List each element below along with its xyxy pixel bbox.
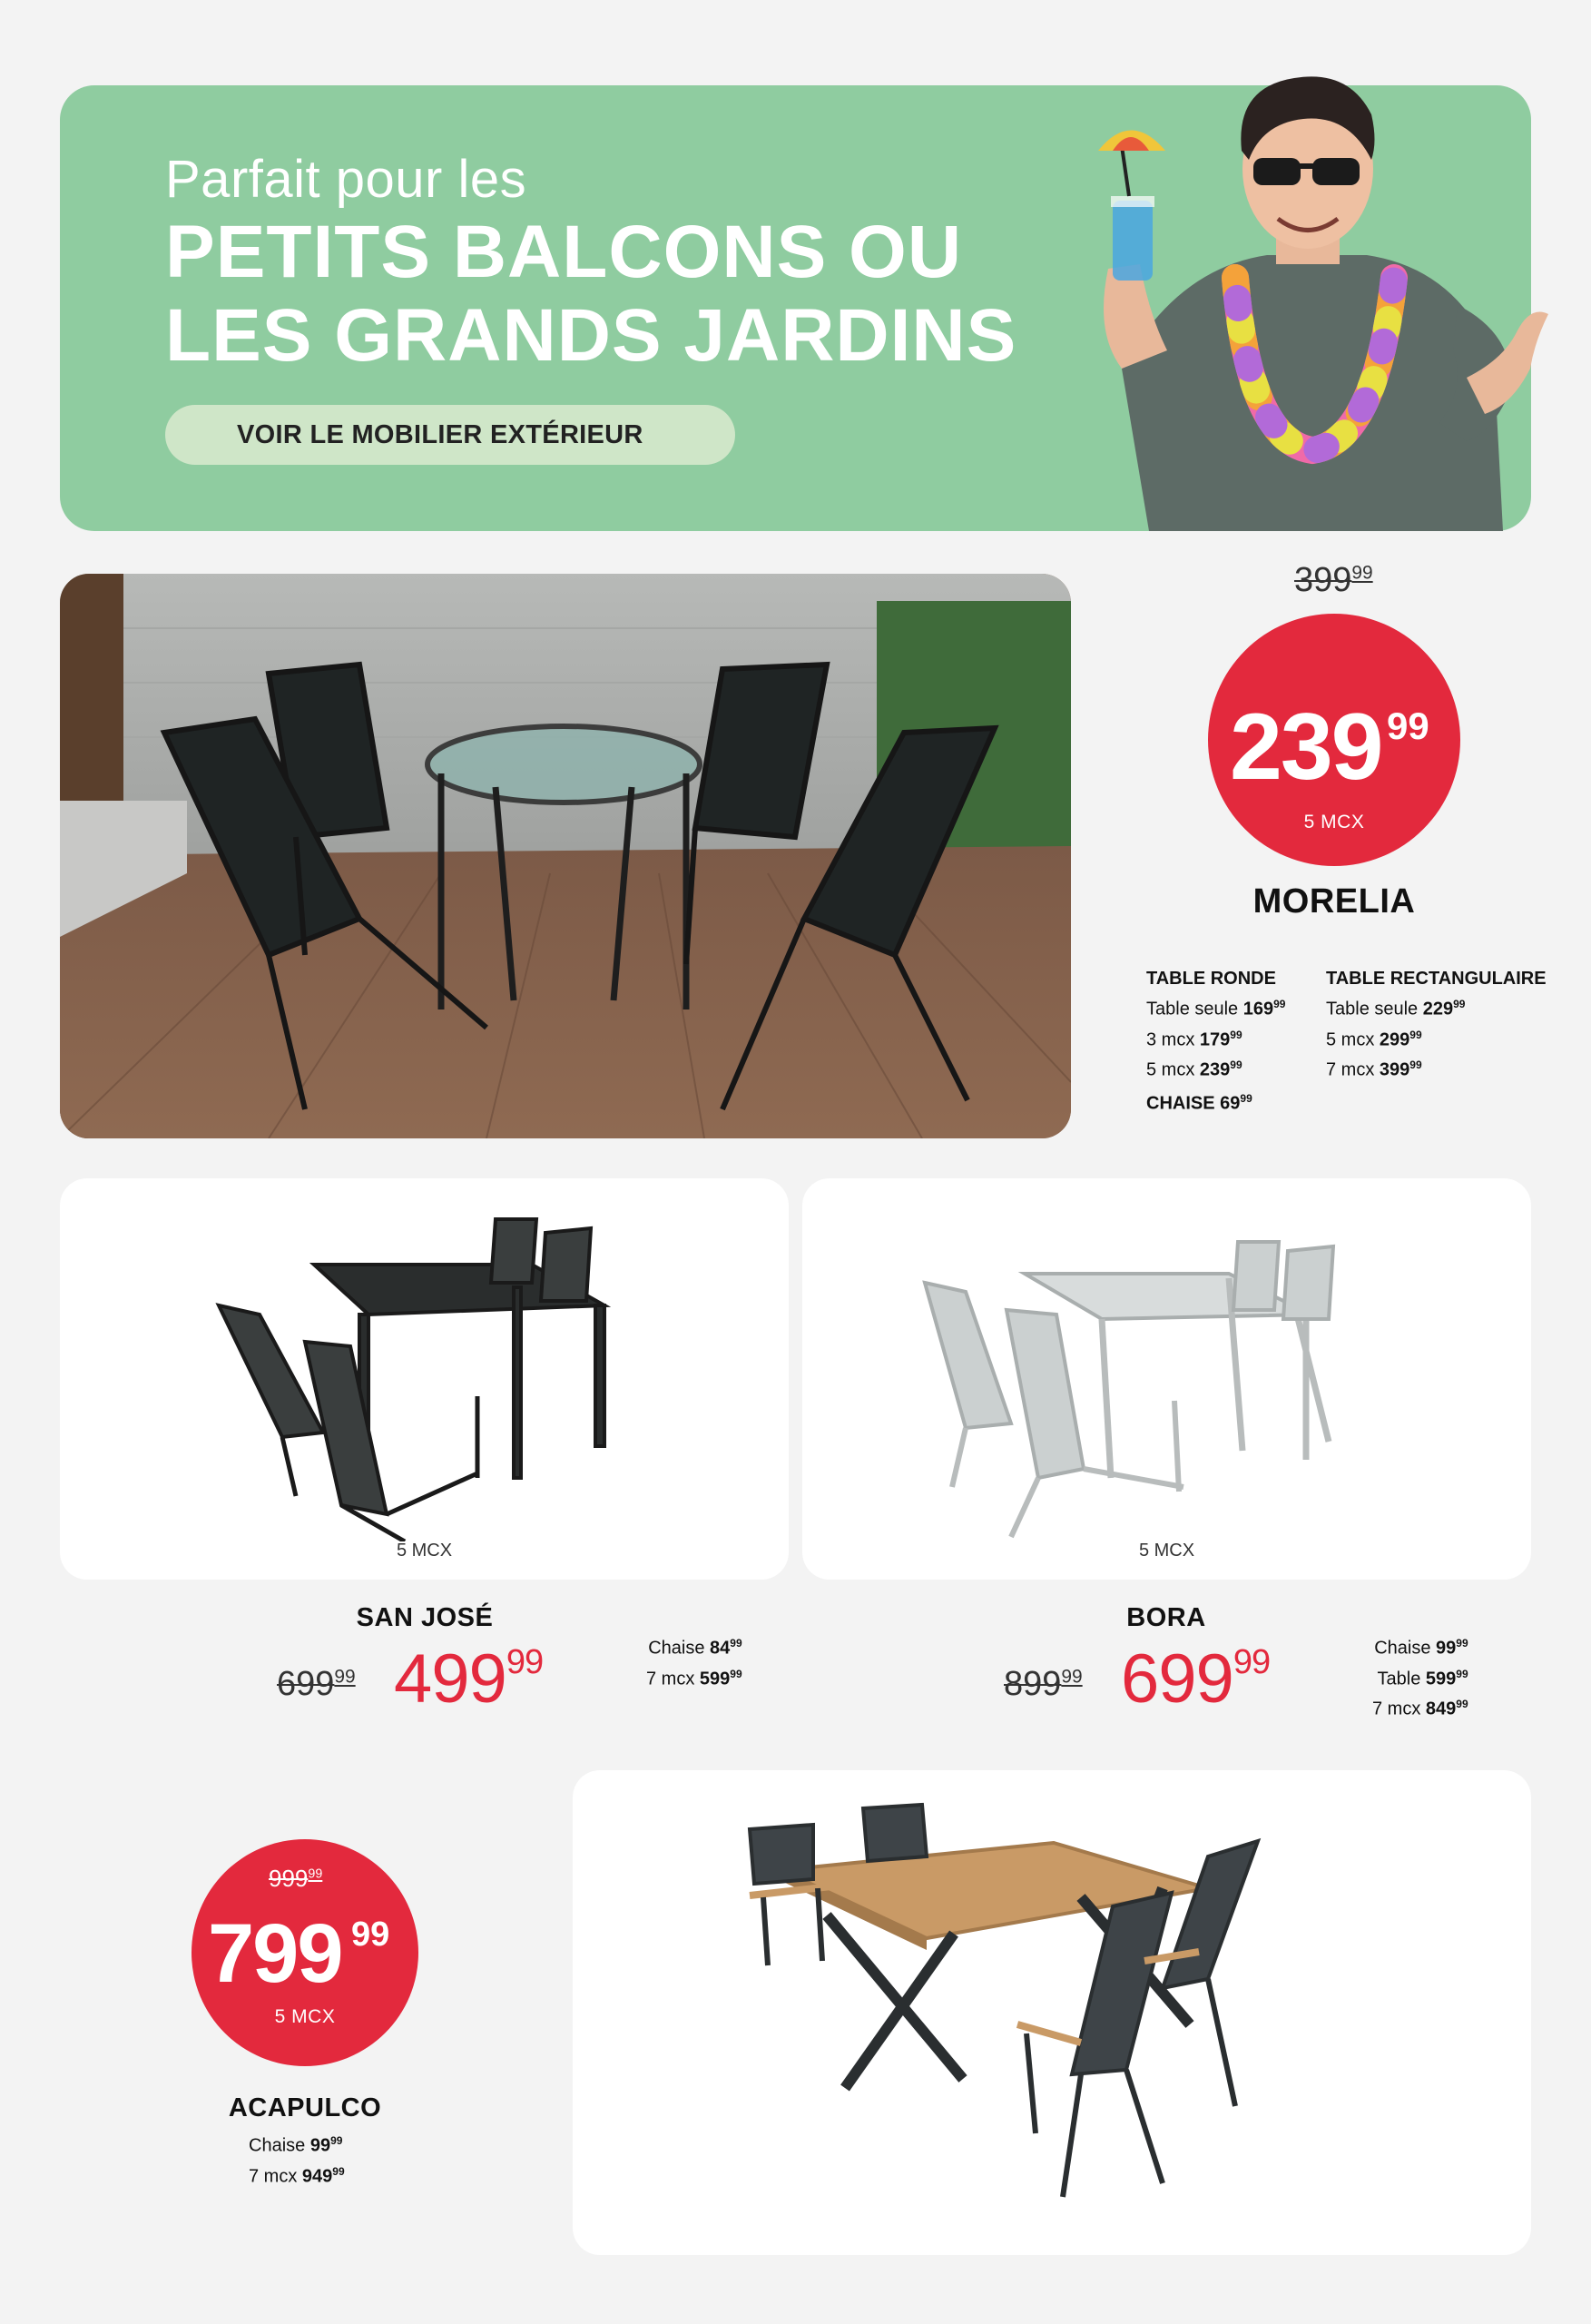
bora-set-size: 5 MCX [1138, 1541, 1195, 1561]
acapulco-option-row: 7 mcx $949^{99}$ [249, 2164, 345, 2187]
bora-set-illustration [802, 1178, 1531, 1541]
morelia-rect-table-options [1326, 966, 1547, 1083]
san-jose-product-card[interactable] [60, 1178, 789, 1580]
bora-product-name: BORA [1126, 1603, 1206, 1632]
rect-table-heading: TABLE RECTANGULAIRE [1326, 969, 1547, 989]
round-table-heading: TABLE RONDE [1146, 969, 1276, 989]
san-jose-options [646, 1630, 742, 1691]
rect-option-row: 7 mcx $399^{99}$ [1326, 1059, 1422, 1080]
morelia-patio-photo [60, 574, 1071, 1138]
morelia-product-name: MORELIA [1252, 882, 1416, 921]
acapulco-product-card[interactable] [573, 1770, 1531, 2255]
san-jose-option-row: Chaise $84^{99}$ [648, 1637, 742, 1659]
acapulco-set-illustration [573, 1770, 1531, 2255]
rect-option-row: Table seule $229^{99}$ [1326, 998, 1466, 1019]
bora-option-row: Chaise $99^{99}$ [1374, 1637, 1468, 1659]
acapulco-options [249, 2128, 345, 2189]
acapulco-price-badge [192, 1839, 418, 2066]
acapulco-set-size: 5 MCX [274, 2006, 336, 2027]
hero-title-line-2: LES GRANDS JARDINS [165, 294, 1017, 377]
acapulco-old-price: $999^{99}$ [269, 1865, 323, 1892]
acapulco-product-name: ACAPULCO [228, 2093, 382, 2122]
morelia-old-price: $399^{99}$ [1294, 561, 1373, 599]
hero-title-line-1: PETITS BALCONS OU [165, 211, 963, 293]
san-jose-set-illustration [60, 1178, 789, 1541]
hero-banner [60, 85, 1531, 531]
morelia-price-int: 239 [1230, 694, 1382, 800]
hero-title [165, 211, 1016, 378]
san-jose-old-price: $699^{99}$ [277, 1665, 356, 1703]
round-option-row: 3 mcx $179^{99}$ [1146, 1028, 1242, 1050]
man-with-cocktail-illustration [1040, 60, 1548, 531]
san-jose-set-size: 5 MCX [396, 1541, 453, 1561]
morelia-price-cents: 99 [1387, 704, 1429, 747]
morelia-price-badge [1208, 614, 1460, 866]
round-option-row: Table seule $169^{99}$ [1146, 998, 1286, 1019]
round-option-row: 5 mcx $239^{99}$ [1146, 1059, 1242, 1080]
acapulco-price-int: 799 [208, 1907, 342, 2000]
bora-option-row: Table $599^{99}$ [1377, 1667, 1468, 1689]
bora-options [1372, 1630, 1468, 1722]
outdoor-furniture-button[interactable]: VOIR LE MOBILIER EXTÉRIEUR [165, 405, 735, 465]
hero-subtitle: Parfait pour les [165, 150, 527, 209]
san-jose-option-row: 7 mcx $599^{99}$ [646, 1667, 742, 1689]
bora-old-price: $899^{99}$ [1004, 1665, 1083, 1703]
morelia-set-size: 5 MCX [1303, 812, 1365, 832]
bora-option-row: 7 mcx $849^{99}$ [1372, 1698, 1468, 1719]
morelia-chair-price: CHAISE $69^{99}$ [1146, 1092, 1252, 1114]
san-jose-price: $499^{99}$ [394, 1640, 544, 1718]
san-jose-product-name: SAN JOSÉ [356, 1603, 494, 1632]
bora-price: $699^{99}$ [1121, 1640, 1271, 1718]
patio-scene-illustration [60, 574, 1071, 1138]
acapulco-price-cents: 99 [351, 1915, 390, 1954]
morelia-round-table-options [1146, 966, 1285, 1083]
rect-option-row: 5 mcx $299^{99}$ [1326, 1028, 1422, 1050]
acapulco-option-row: Chaise $99^{99}$ [249, 2134, 343, 2156]
bora-product-card[interactable] [802, 1178, 1531, 1580]
